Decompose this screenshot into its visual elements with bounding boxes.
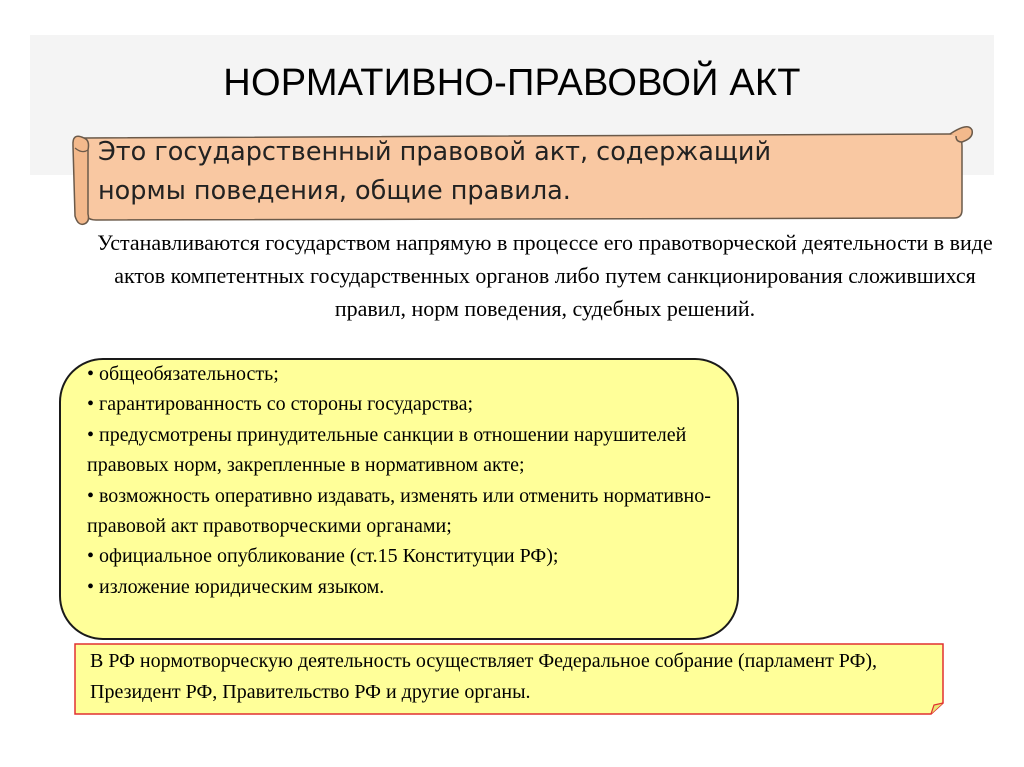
- feature-item: • общеобязательность;: [87, 363, 279, 385]
- definition-scroll: [70, 120, 975, 230]
- definition-line-2: нормы поведения, общие правила.: [98, 176, 571, 206]
- features-list: [87, 359, 787, 602]
- establishment-paragraph: Устанавливаются государством напрямую в процессе его правотворческой деятельности в виде актов компетентных государственных органов либо путем санкционирования сложившихся правил, норм поведения, судебных решений.: [97, 230, 993, 321]
- feature-item: • предусмотрены принудительные санкции в отношении нарушителей правовых норм, закрепленные в нормативном акте;: [87, 423, 687, 477]
- definition-text: [98, 133, 968, 211]
- definition-line-1: Это государственный правовой акт, содержащий: [98, 137, 772, 167]
- feature-item: • официальное опубликование (ст.15 Конституции РФ);: [87, 545, 559, 568]
- feature-item: • изложение юридическим языком.: [87, 575, 385, 598]
- note-text: В РФ нормотворческую деятельность осуществляет Федеральное собрание (парламент РФ), Президент РФ, Правительство РФ и другие органы.: [90, 650, 878, 703]
- slide-title: НОРМАТИВНО-ПРАВОВОЙ АКТ: [223, 62, 801, 104]
- feature-item: • возможность оперативно издавать, изменять или отменить нормативно-правовой акт правотворческими органами;: [87, 484, 711, 538]
- feature-item: • гарантированность со стороны государства;: [87, 393, 474, 416]
- note-box: [74, 643, 944, 715]
